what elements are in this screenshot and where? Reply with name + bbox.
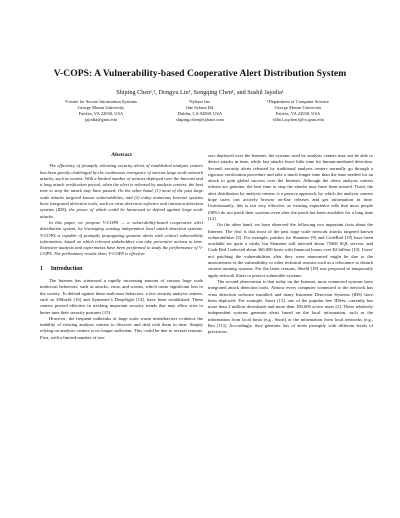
abstract-paragraph: The efficiency of promptly releasing security alerts of established analysis centers has been greatly challenged by the continuous emergence of various large scale network attacks, such as worms. With a limited number of sensors deployed over the Internet and a long attack verification period, when the alert is released by analysis centers, the best time to stop the attack may have passed. On the other hand, (1) most of the past large scale attacks targeted known vulnerabilities, and (2) today numerous Internet systems have integrated detection tools, such as virus detection software and intrusion detection systems (IDS), the power of which could be harnessed to defend against large scale attacks. <box>40 163 203 219</box>
body-paragraph: sors deployed over the Internet, the systems used by analysis centers may not be able to detect attacks in time, while fast attacks leave little time for human-mediated detection. Second, security alerts released by traditional analysis centers normally go through a rigorous verification procedure and take a much longer time than the time needed for an attack to gain global success over the Internet. Although the alerts analysis centers release are genuine, the best time to stop the attacks may have been missed. Third, the alert distribution by analysis centers is a passive approach, by which the analysis centers hope users can actively browse on-line releases and get information in time. Unfortunately, this is not very effective, as existing experience tells that most people (90%) do not patch their systems even after the patch has been available for a long time [12]. <box>208 153 373 221</box>
body-paragraph: The Internet has witnessed a rapidly increasing amount of various large scale malicious behaviors, such as attacks, virus, and worms, which cause significant loss to the society. To defend against these malicious behaviors, a few security analysis centers, such as DShield [16] and Symantec's DeepSight [14], have been established. These centers proved effective in tracking important security trends that may allow sites to better tune their security postures [15]. <box>40 278 203 315</box>
body-paragraph: The second observation is that today on the Internet, most connected systems have integrated attack detection tools. Almost every computer connected to the network has virus detection software installed, and many Intrusion Detection Systems (IDS) have been deployed. For example, Snort [13], one of the popular free IDSes, currently has more than 2 million downloads and more than 100,000 active users [2]. These relatively independent systems generate alerts based on the local information, such as the information from local hosts (e.g., Snort) or the information from local networks (e.g., Bro [11]). Accordingly, they generate lots of alerts promptly with different levels of precisions, <box>208 278 373 335</box>
affiliation-1 <box>46 99 156 123</box>
affiliation-line: ²Sybase Inc. <box>188 99 212 104</box>
affiliation-line: Fairfax, VA 22030, USA <box>78 111 124 117</box>
abstract-paragraph: In this paper, we propose V-COPS — a vulnerability-based cooperative alert distribution system, by leveraging existing independent local attack detection systems. V-COPS is capable of promptly propagating genuine alerts with critical vulnerability information, based on which relevant stakeholders can take preventive actions in time. Extensive analysis and experiments have been performed to study the performance of V-COPS. The preliminary results show V-COPS is effective. <box>40 219 203 257</box>
section-number: 1 <box>40 265 43 272</box>
affiliation-line: Dublin, CA 94568, USA <box>177 111 223 117</box>
affiliation-line: Fairfax, VA 22030, USA <box>275 111 321 117</box>
affiliation-email: shiping.chen@sybase.com <box>176 117 224 123</box>
section-title: Introduction <box>50 265 83 272</box>
abstract-heading: Abstract <box>111 152 132 158</box>
affiliation-2 <box>145 99 255 123</box>
affiliation-3 <box>243 99 353 123</box>
left-column <box>40 152 203 341</box>
affiliation-email: jajodia@gmu.edu <box>84 117 117 123</box>
body-paragraph: However, the frequent outbreaks of large scale worm misbehaviors evidence the inability of existing analysis centers to discover and deal with them in time. Simply relying on analysis centers is no longer sufficient. This could be due to several reasons. First, with a limited number of sen- <box>40 315 203 340</box>
affiliation-email: {dliu1,sqchen}@cs.gmu.edu <box>272 117 324 123</box>
affiliation-line: George Mason University <box>274 105 322 111</box>
paper-title: V-COPS: A Vulnerability-based Cooperative Alert Distribution System <box>53 68 347 79</box>
section-heading <box>40 266 203 272</box>
abstract <box>40 163 203 257</box>
affiliation-line: ¹Center for Secure Information Systems <box>65 99 137 104</box>
right-column <box>208 153 373 336</box>
affiliation-line: One Sybase Rd. <box>185 105 215 111</box>
body-paragraph: On the other hand, we have observed the following two important facts about the Internet. The first is that most of the past large scale network attacks targeted known vulnerabilities [5]. For example, patches for Slammer [9] and CodeRed [10] have been available for quite a while, but Slammer still infected about 75000 SQL servers, and Code Red I infected about 360,000 hosts with financial losses over $2 billion [10]. Users' not patching the vulnerabilities after they were announced might be due to the unawareness of the vulnerability or other technical reasons such as a reluctance to disturb current running systems. For the latter reasons, Shield [18] was proposed to temporarily apply network filters to protect vulnerable systems. <box>208 222 373 278</box>
author-list: Shiping Chen¹,², Dongyu Liu¹, Songqing Chen¹, and Sushil Jajodia¹ <box>116 89 284 96</box>
affiliation-line: ¹Department of Computer Science <box>267 99 329 104</box>
affiliation-line: George Mason University <box>77 105 125 111</box>
